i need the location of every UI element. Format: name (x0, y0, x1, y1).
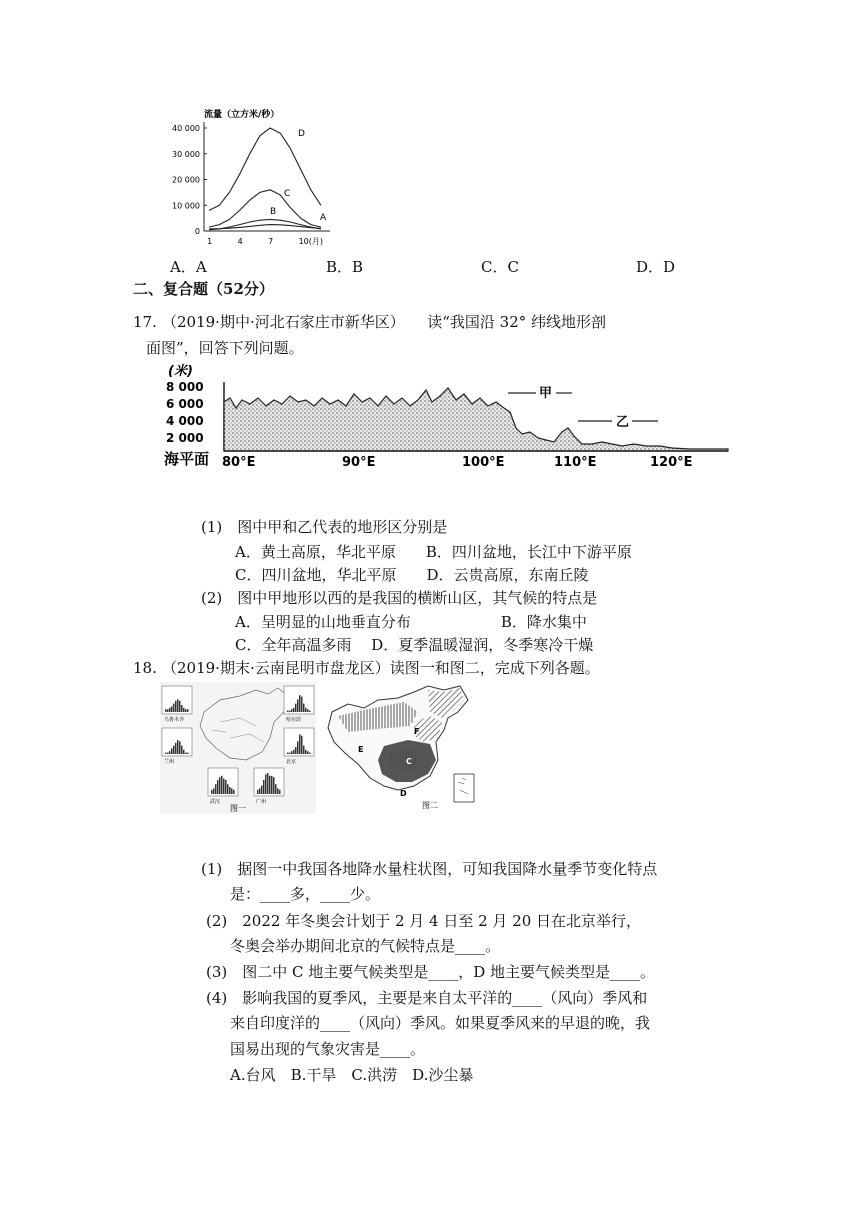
x-tick-label: 1 (207, 237, 213, 246)
precip-bar (177, 699, 179, 712)
precip-bar (229, 787, 231, 794)
figure-two (318, 682, 478, 812)
precip-bar (303, 704, 305, 712)
precip-bar (179, 741, 181, 754)
profile-y-tick: 6 000 (166, 397, 204, 411)
profile-x-tick: 80°E (222, 455, 256, 470)
q18-s4-options[interactable]: A.台风 B.干旱 C.洪涝 D.沙尘暴 (230, 1066, 474, 1084)
y-tick-label: 0 (194, 227, 200, 236)
q18-s4-line3: 国易出现的气象灾害是____。 (230, 1040, 426, 1058)
precip-bar (211, 790, 213, 794)
x-tick-label: 4 (237, 237, 243, 246)
series-label-c: C (284, 189, 291, 199)
option-b[interactable]: B．B (326, 258, 364, 276)
precip-bar (293, 708, 295, 712)
x-tick-label: 7 (268, 237, 274, 246)
q18-s1-line2: 是：____多，____少。 (230, 885, 381, 903)
precip-bar (181, 705, 183, 712)
q18-s4-line1: (4) 影响我国的夏季风，主要是来自太平洋的____（风向）季风和 (206, 989, 648, 1007)
q18-s1-line1: (1) 据图一中我国各地降水量柱状图，可知我国降水量季节变化特点 (201, 860, 658, 878)
precip-bar (219, 777, 221, 794)
precip-bar (263, 780, 265, 794)
precip-bar (179, 701, 181, 712)
profile-y-unit: (米) (168, 364, 193, 379)
precip-bar (171, 748, 173, 754)
precip-bar (257, 790, 259, 794)
q17-sub2-options-1[interactable]: A．呈明显的山地垂直分布 B．降水集中 (235, 613, 587, 631)
profile-x-tick: 90°E (342, 455, 376, 470)
precip-bar (231, 788, 233, 794)
precip-bar (183, 708, 185, 712)
precip-bar (177, 740, 179, 754)
q17-sub1-options-2[interactable]: C．四川盆地，华北平原 D．云贵高原，东南丘陵 (235, 566, 589, 584)
precip-bar (301, 697, 303, 712)
label-jia: 甲 (539, 386, 553, 401)
terrain-profile (160, 360, 732, 472)
y-tick-label: 30 000 (172, 149, 200, 159)
profile-x-tick: 120°E (650, 455, 693, 470)
figure-two-label: 图二 (422, 801, 438, 810)
precip-bar (277, 788, 279, 794)
series-label-b: B (270, 207, 277, 217)
precip-bar (185, 709, 187, 712)
precip-bar (297, 741, 299, 754)
option-a[interactable]: A．A (170, 258, 207, 276)
precip-bar (233, 790, 235, 794)
q17-stem-line1: （2019·期中·河北石家庄市新华区） 读“我国沿 32° 纬线地形剖 (162, 313, 607, 331)
profile-y-tick: 2 000 (166, 431, 204, 445)
q18-s4-line2: 来自印度洋的____（风向）季风。如果夏季风来的早退的晚，我 (230, 1014, 651, 1032)
city-label: 北京 (286, 759, 297, 765)
precip-bar (173, 746, 175, 754)
precip-bar (167, 709, 169, 712)
label-yi: 乙 (616, 415, 630, 430)
precip-bar (217, 780, 219, 794)
x-tick-label: 10(月) (298, 237, 324, 246)
q17-stem-line2: 面图”，回答下列问题。 (146, 339, 304, 357)
precip-bar (307, 709, 309, 712)
precip-bar (289, 711, 291, 712)
profile-y-tick: 4 000 (166, 414, 204, 428)
y-tick-label: 20 000 (172, 175, 200, 185)
section-title: 二、复合题（52分） (133, 280, 274, 298)
precip-bar (223, 779, 225, 794)
precip-bar (295, 747, 297, 754)
q17-sub1: (1) 图中甲和乙代表的地形区分别是 (201, 518, 448, 536)
precip-bar (301, 736, 303, 754)
q17-number: 17. (133, 313, 157, 331)
precip-bar (267, 773, 269, 794)
chart-title: 流量（立方米/秒） (204, 110, 280, 120)
precip-bar (291, 709, 293, 712)
precip-bar (185, 753, 187, 754)
precip-bar (287, 753, 289, 754)
precip-bar (289, 753, 291, 754)
map-letter-c: C (406, 757, 412, 766)
q18-s2-line1: (2) 2022 年冬奥会计划于 2 月 4 日至 2 月 20 日在北京举行， (206, 912, 642, 930)
precip-bar (215, 784, 217, 794)
city-label: 武汉 (210, 799, 221, 805)
series-label-a: A (320, 213, 327, 223)
precip-bar (183, 750, 185, 754)
precip-bar (261, 786, 263, 794)
precip-bar (293, 750, 295, 754)
precip-bar (303, 746, 305, 754)
precip-bar (187, 753, 189, 754)
series-label-d: D (298, 129, 305, 139)
precip-bar (299, 695, 301, 712)
q18-s2-line2: 冬奥会举办期间北京的气候特点是____。 (230, 937, 501, 955)
q18-stem: （2019·期末·云南昆明市盘龙区）读图一和图二，完成下列各题。 (162, 659, 600, 677)
y-tick-label: 10 000 (172, 201, 200, 211)
precip-bar (171, 706, 173, 712)
precip-bar (213, 788, 215, 794)
precip-bar (297, 699, 299, 712)
region-northeast (428, 688, 464, 718)
profile-x-tick: 100°E (462, 455, 505, 470)
q17-sub2-options-2[interactable]: C．全年高温多雨 D．夏季温暖湿润，冬季寒冷干燥 (235, 636, 594, 654)
city-label: 兰州 (164, 759, 175, 765)
precip-bar (225, 780, 227, 794)
precip-bar (169, 751, 171, 754)
precip-bar (307, 751, 309, 754)
map-letter-f: F (414, 727, 420, 736)
series-line-c (209, 190, 321, 227)
city-label: 乌鲁木齐 (164, 717, 185, 723)
precip-bar (269, 776, 271, 794)
precip-bar (187, 709, 189, 712)
precip-bar (265, 774, 267, 794)
precip-bar (287, 711, 289, 712)
map-letter-e: E (358, 745, 364, 754)
precip-bar (167, 753, 169, 754)
precip-bar (279, 790, 281, 794)
precip-bar (305, 750, 307, 754)
sea-level-label: 海平面 (164, 450, 210, 468)
q18-s3: (3) 图二中 C 地主要气候类型是____，D 地主要气候类型是____。 (206, 963, 656, 981)
discharge-chart (160, 104, 336, 250)
terrain-area (224, 388, 728, 451)
precip-bar (295, 704, 297, 712)
precip-bar (273, 777, 275, 794)
precip-bar (299, 734, 301, 754)
precip-bar (165, 709, 167, 712)
precip-bar (181, 746, 183, 754)
y-tick-label: 40 000 (172, 124, 200, 133)
precip-bar (175, 701, 177, 712)
series-line-d (209, 128, 321, 210)
profile-y-tick: 8 000 (166, 380, 204, 394)
city-label: 哈尔滨 (286, 717, 302, 723)
precip-bar (305, 708, 307, 712)
precip-bar (309, 753, 311, 754)
precip-bar (221, 776, 223, 794)
precip-bar (259, 788, 261, 794)
option-d[interactable]: D．D (636, 258, 676, 276)
profile-x-tick: 110°E (554, 455, 597, 470)
map-letter-d: D (400, 789, 407, 798)
city-label: 广州 (256, 799, 267, 805)
precip-bar (291, 751, 293, 754)
precip-bar (271, 776, 273, 794)
precip-bar (165, 753, 167, 754)
precip-bar (169, 708, 171, 712)
precip-bar (227, 784, 229, 794)
figure-one-label: 图一 (230, 804, 246, 813)
q17-sub2: (2) 图中甲地形以西的是我国的横断山区，其气候的特点是 (201, 589, 598, 607)
islands-inset (454, 774, 474, 802)
precip-bar (175, 743, 177, 754)
precip-bar (275, 784, 277, 794)
figure-one (160, 682, 316, 814)
option-c[interactable]: C．C (481, 258, 519, 276)
precip-bar (173, 704, 175, 712)
q17-sub1-options-1[interactable]: A．黄土高原，华北平原 B．四川盆地，长江中下游平原 (235, 543, 632, 561)
precip-bar (309, 711, 311, 712)
q18-number: 18. (133, 659, 157, 677)
